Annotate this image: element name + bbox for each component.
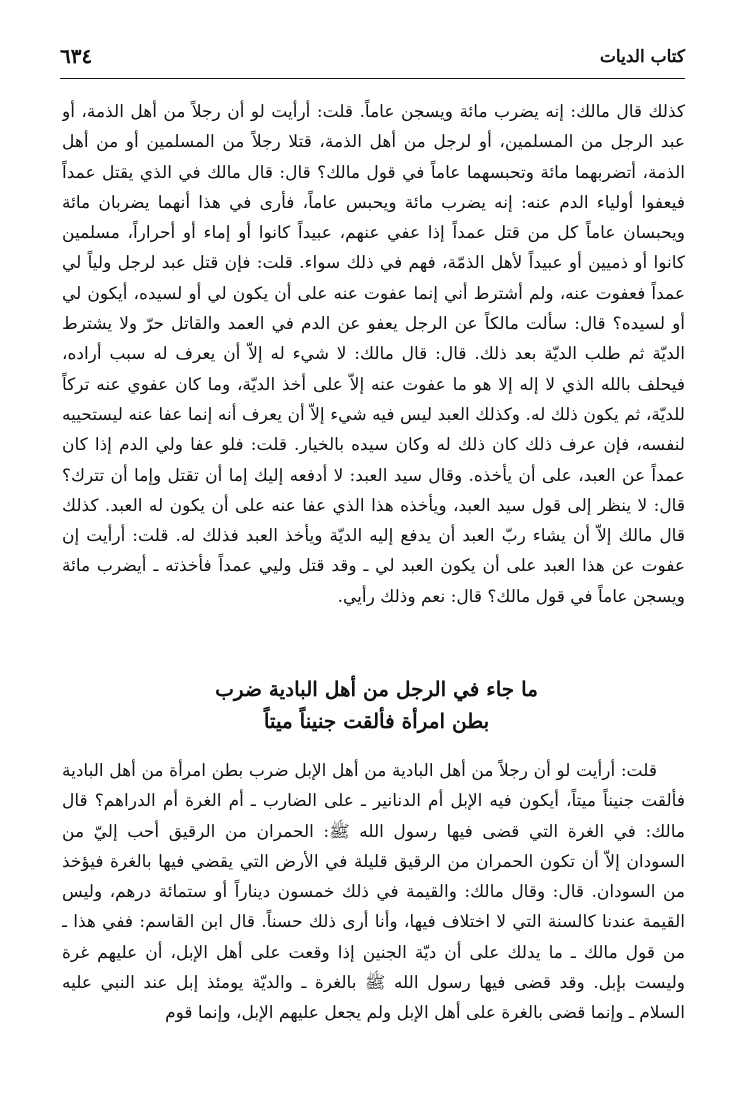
main-text-block (62, 97, 685, 657)
section-heading-line-2: بطن امرأة فألقت جنيناً ميتاً (263, 709, 490, 733)
section-heading (80, 673, 673, 737)
paragraph-top: كذلك قال مالك: إنه يضرب مائة ويسجن عاماً. قلت: أرأيت لو أن رجلاً من أهل الذمة، أو عبد الرجل من المسلمين، أو لرجل من أهل الذمة، قتلا رجلاً من المسلمين أو من أهل الذمة، أتضربهما مائة وتحبسهما عاماً في قول مالك؟ قال: قال مالك في الذي يقتل عمداً فيعفوا أولياء الدم عنه: إنه يضرب مائة ويحبس عاماً، فأرى في هذا أنهما يضربان مائة ويحبسان عاماً كل من قتل عمداً إذا عفي عنهم، عبيداً كانوا أو إماء أو أحراراً، مسلمين كانوا أو ذميين أو عبيداً لأهل الذمّة، فهم في ذلك سواء. قلت: فإن قتل عبد لرجل ولياً لي عمداً فعفوت عنه، ولم أشترط أني إنما عفوت عنه على أن يكون لي أو لسيده، أيكون لي أو لسيده؟ قال: سألت مالكاً عن الرجل يعفو عن الدم في العمد والقاتل حرّ ولا يشترط الديّة ثم طلب الديّة بعد ذلك. قال: قال مالك: لا شيء له إلاّ أن يعرف له سبب أراده، فيحلف بالله الذي لا إله إلا هو ما عفوت عنه إلاّ على أخذ الديّة، وما كان عفوي عنه تركاً للديّة، ثم يكون ذلك له. وكذلك العبد ليس فيه شيء إلاّ أن يعرف أنه إنما عفا عنه ليستحييه لنفسه، فإن عرف ذلك كان ذلك له وكان سيده بالخيار. قلت: فلو عفا ولي الدم إذا كان عمداً عن العبد، على أن يأخذه. وقال سيد العبد: لا أدفعه إليك إما أن تقتل وإما أن تترك؟ قال: لا ينظر إلى قول سيد العبد، ويأخذه هذا الذي عفا عنه على أن يكون له العبد. كذلك قال مالك إلاّ أن يشاء ربّ العبد أن يدفع إليه الديّة ويأخذ العبد فذلك له. قلت: أرأيت إن عفوت عن هذا العبد على أن يكون العبد لي ـ وقد قتل وليي عمداً فأخذته ـ أيضرب مائة ويسجن عاماً في قول مالك؟ قال: نعم وذلك رأيي. (62, 102, 685, 607)
header-rule (60, 78, 685, 79)
page-number: ٦٣٤ (60, 44, 93, 68)
paragraph-bottom: قلت: أرأيت لو أن رجلاً من أهل البادية من أهل الإبل ضرب بطن امرأة من أهل البادية فألقت جنيناً ميتاً، أيكون فيه الإبل أم الدنانير ـ على الضارب ـ أم الغرة أم الدراهم؟ قال مالك: في الغرة التي قضى فيها رسول الله ﷺ: الحمران من الرقيق أحب إليّ من السودان إلاّ أن تكون الحمران من الرقيق قليلة في الأرض التي يقضي فيها بالغرة فيؤخذ من السودان. قال: وقال مالك: والقيمة في ذلك خمسون ديناراً أو ستمائة درهم، وليس القيمة عندنا كالسنة التي لا اختلاف فيها، وأنا أرى ذلك حسناً. قال ابن القاسم: ففي هذا ـ من قول مالك ـ ما يدلك على أن ديّة الجنين إذا وقعت على أهل الإبل، أن عليهم غرة وليست بإبل. وقد قضى فيها رسول الله ﷺ بالغرة ـ والديّة يومئذ إبل عند النبي عليه السلام ـ وإنما قضى بالغرة على أهل الإبل ولم يجعل عليهم الإبل، وإنما قوم (62, 761, 685, 1024)
running-header (60, 44, 685, 76)
section-heading-line-1: ما جاء في الرجل من أهل البادية ضرب (215, 677, 538, 701)
book-title: كتاب الديات (599, 47, 685, 67)
section-text-block (62, 756, 685, 1086)
